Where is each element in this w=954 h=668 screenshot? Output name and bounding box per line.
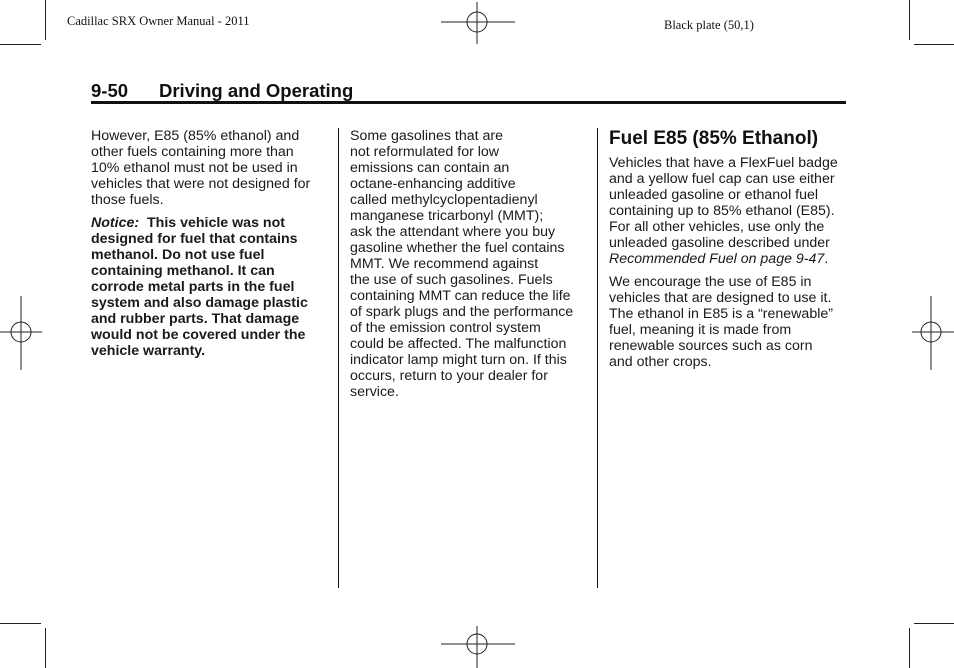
printer-plate-label: Black plate (50,1) (664, 18, 754, 32)
text-line: other fuels containing more than (91, 144, 294, 160)
notice-first-line (91, 215, 331, 231)
text-line: octane-enhancing additive (350, 176, 516, 192)
text-line: renewable sources such as corn (609, 338, 813, 354)
registration-mark-top-icon (441, 2, 515, 44)
text-line: corrode metal parts in the fuel (91, 279, 295, 295)
text-line: could be affected. The malfunction (350, 336, 567, 352)
text-line: gasoline whether the fuel contains (350, 240, 565, 256)
column-divider-2 (597, 128, 598, 588)
text-line: 10% ethanol must not be used in (91, 160, 298, 176)
text-line: Vehicles that have a FlexFuel badge (609, 155, 838, 171)
registration-mark-bottom-icon (441, 626, 515, 668)
crop-mark-top-right-v (909, 0, 910, 40)
text-line: those fuels. (91, 192, 164, 208)
text-line: ask the attendant where you buy (350, 224, 556, 240)
crop-mark-bottom-left-v (45, 628, 46, 668)
text-line: and rubber parts. That damage (91, 311, 300, 327)
column-2 (350, 128, 590, 407)
printer-manual-title: Cadillac SRX Owner Manual - 2011 (67, 14, 250, 28)
text-line: methanol. Do not use fuel (91, 247, 265, 263)
text-line: would not be covered under the (91, 327, 306, 343)
text-line: emissions can contain an (350, 160, 510, 176)
text-line: occurs, return to your dealer for (350, 368, 548, 384)
text-line: and a yellow fuel cap can use either (609, 171, 835, 187)
crop-mark-bottom-right-h (914, 623, 954, 624)
crop-mark-bottom-left-h (0, 623, 41, 624)
text-line: called methylcyclopentadienyl (350, 192, 538, 208)
crop-mark-top-left-v (45, 0, 46, 40)
crop-mark-top-right-h (914, 44, 954, 45)
text-line: For all other vehicles, use only the (609, 219, 825, 235)
column-divider-1 (338, 128, 339, 588)
text-line: Some gasolines that are (350, 128, 504, 144)
e85-encourage-paragraph (609, 274, 849, 370)
text-line: We encourage the use of E85 in (609, 274, 812, 290)
text-line: service. (350, 384, 399, 400)
text-line: the use of such gasolines. Fuels (350, 272, 553, 288)
text-line: of the emission control system (350, 320, 541, 336)
text-line: unleaded gasoline described under (609, 235, 830, 251)
column-1 (91, 128, 331, 366)
text-line: containing up to 85% ethanol (E85). (609, 203, 835, 219)
text-line: manganese tricarbonyl (MMT); (350, 208, 544, 224)
text-line: vehicles that were not designed for (91, 176, 311, 192)
mmt-paragraph (350, 128, 590, 400)
fuel-e85-heading: Fuel E85 (85% Ethanol) (609, 128, 819, 149)
notice-label: Notice: (91, 215, 140, 231)
text-line: designed for fuel that contains (91, 231, 298, 247)
column-3 (609, 128, 849, 377)
text-line: containing MMT can reduce the life (350, 288, 571, 304)
text-line: indicator lamp might turn on. If this (350, 352, 567, 368)
notice-paragraph (91, 215, 331, 359)
registration-mark-right-icon (912, 296, 954, 370)
text-line: of spark plugs and the performance (350, 304, 574, 320)
page-number: 9-50 (91, 80, 129, 101)
header-rule (91, 101, 846, 104)
text-line: vehicle warranty. (91, 343, 206, 359)
text-line: The ethanol in E85 is a “renewable” (609, 306, 833, 322)
flexfuel-paragraph (609, 155, 849, 267)
text-line: fuel, meaning it is made from (609, 322, 792, 338)
crop-mark-bottom-right-v (909, 628, 910, 668)
e85-warning-paragraph (91, 128, 331, 208)
cross-reference-line (609, 251, 849, 267)
notice-text: This vehicle was not (146, 215, 285, 231)
text-line: vehicles that are designed to use it. (609, 290, 832, 306)
text-line: However, E85 (85% ethanol) and (91, 128, 300, 144)
crop-mark-top-left-h (0, 44, 41, 45)
cross-reference-period: . (824, 251, 829, 267)
text-line: system and also damage plastic (91, 295, 308, 311)
section-title: Driving and Operating (159, 80, 354, 101)
registration-mark-left-icon (0, 296, 42, 370)
cross-reference-link[interactable]: Recommended Fuel on page 9-47 (609, 251, 825, 267)
text-line: and other crops. (609, 354, 712, 370)
text-line: unleaded gasoline or ethanol fuel (609, 187, 819, 203)
text-line: MMT. We recommend against (350, 256, 539, 272)
text-line: not reformulated for low (350, 144, 500, 160)
text-line: containing methanol. It can (91, 263, 275, 279)
